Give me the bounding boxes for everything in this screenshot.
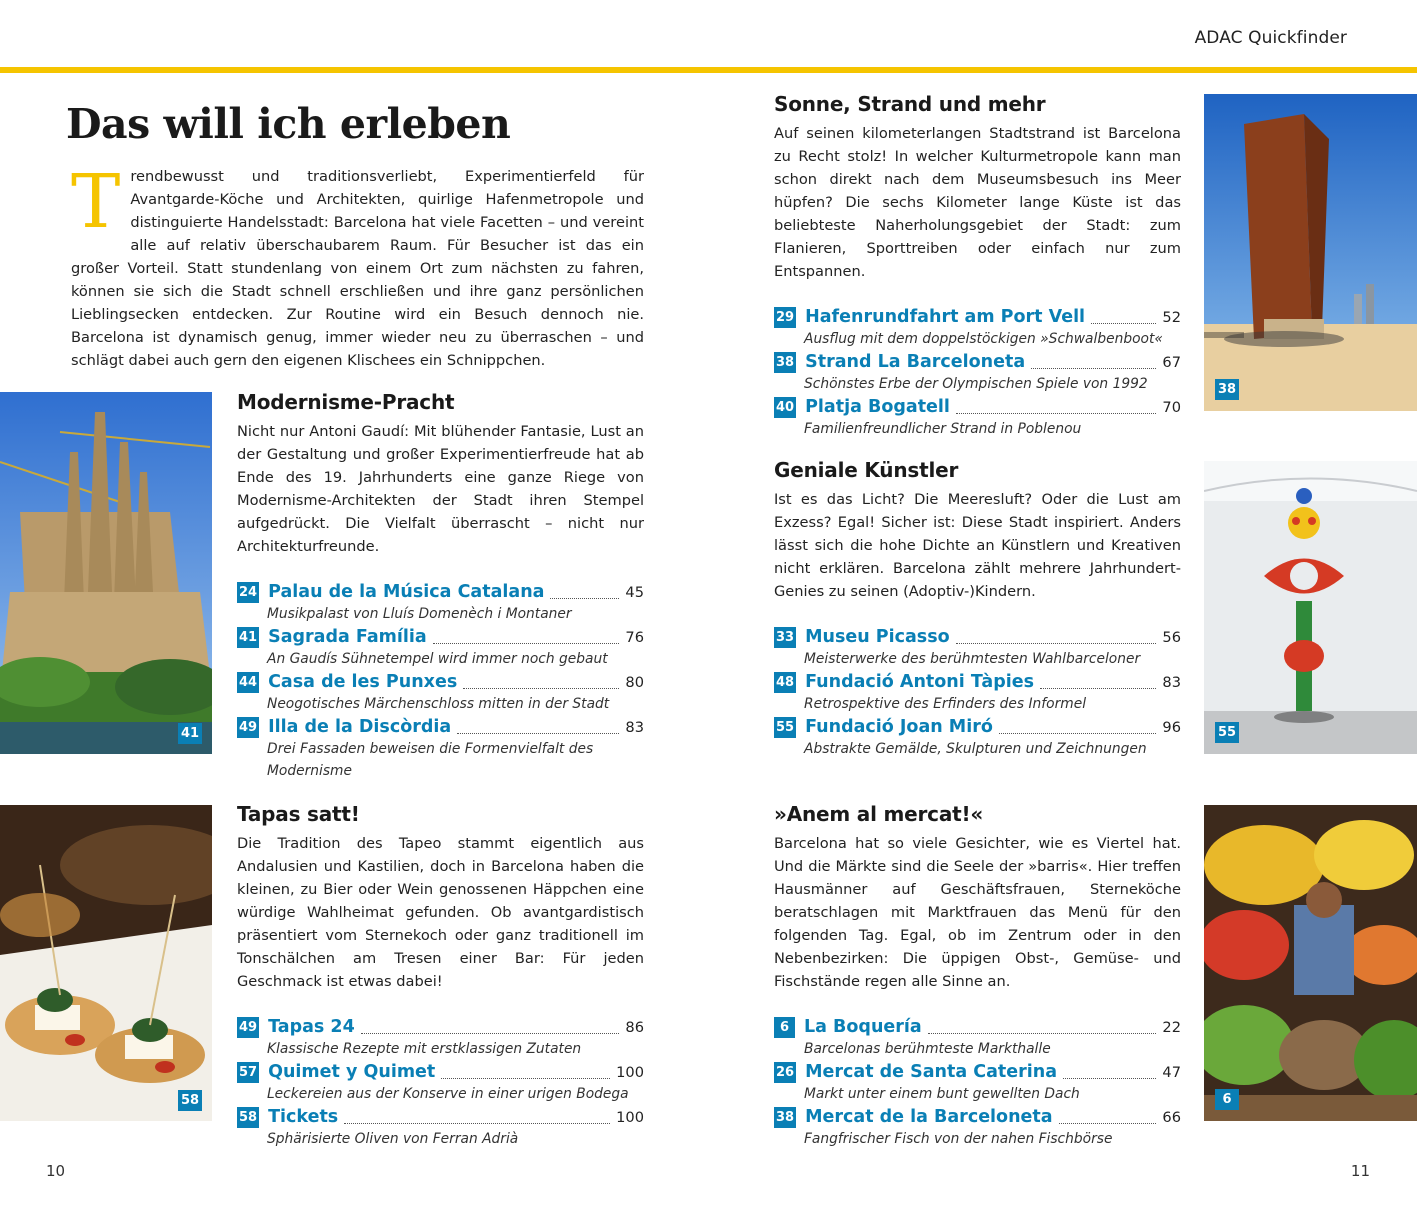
- market-stall-photo: [1204, 805, 1417, 1121]
- dot-leader: [1091, 310, 1156, 324]
- entry-title-link[interactable]: Mercat de Santa Caterina: [805, 1062, 1058, 1082]
- entry-number-badge: 26: [774, 1062, 796, 1083]
- section-mercat: [774, 802, 1181, 1150]
- entry-row: [774, 670, 1181, 694]
- dot-leader: [1059, 1110, 1157, 1124]
- entry-row: [774, 1105, 1181, 1129]
- entry-number-badge: 55: [774, 717, 796, 738]
- entry-page-number: 45: [625, 583, 644, 601]
- entry-subtitle: Sphärisierte Oliven von Ferran Adrià: [267, 1131, 519, 1147]
- entry-row: [237, 1105, 644, 1129]
- entry-row: [774, 625, 1181, 649]
- entry-number-badge: 40: [774, 397, 796, 418]
- tapas-photo: [0, 805, 212, 1121]
- entry-subtitle: Klassische Rezepte mit erstklassigen Zutaten: [267, 1041, 582, 1057]
- section-text: Nicht nur Antoni Gaudí: Mit blühender Fantasie, Lust an der Gestaltung und großer Experimentierfreude hat ab Ende des 19. Jahrhunderts eine ganze Riege von Modernisme-Architekten der Stadt ihren Stempel aufgedrückt. Die Vielfalt überrascht – nicht nur Architekturfreunde.: [237, 423, 644, 555]
- list-item[interactable]: [237, 715, 644, 782]
- photo-badge: 6: [1215, 1089, 1239, 1110]
- dot-leader: [457, 720, 619, 734]
- entry-page-number: 100: [616, 1108, 644, 1126]
- list-item[interactable]: [237, 1105, 644, 1150]
- entry-number-badge: 58: [237, 1107, 259, 1128]
- entry-subtitle: Musikpalast von Lluís Domenèch i Montaner: [267, 606, 572, 622]
- entry-title-link[interactable]: Strand La Barceloneta: [805, 352, 1026, 372]
- entry-title-link[interactable]: Hafenrundfahrt am Port Vell: [805, 307, 1086, 327]
- entry-number-badge: 44: [237, 672, 259, 693]
- entry-title-link[interactable]: Quimet y Quimet: [268, 1062, 436, 1082]
- entry-row: [774, 1015, 1181, 1039]
- intro-paragraph: [71, 159, 644, 372]
- page-number-right: 11: [1350, 1162, 1370, 1180]
- dot-leader: [1031, 355, 1156, 369]
- list-item[interactable]: [237, 1060, 644, 1105]
- list-item[interactable]: [237, 625, 644, 670]
- entry-number-badge: 38: [774, 352, 796, 373]
- photo-badge: 58: [178, 1090, 202, 1111]
- entry-page-number: 22: [1162, 1018, 1181, 1036]
- section-title: »Anem al mercat!«: [774, 802, 984, 826]
- dot-leader: [956, 630, 1157, 644]
- entry-subtitle: Neogotisches Märchenschloss mitten in der Stadt: [267, 696, 610, 712]
- dot-leader: [344, 1110, 610, 1124]
- entry-page-number: 100: [616, 1063, 644, 1081]
- entry-number-badge: 38: [774, 1107, 796, 1128]
- dot-leader: [361, 1020, 620, 1034]
- entry-title-link[interactable]: Sagrada Família: [268, 627, 427, 647]
- entry-page-number: 83: [1162, 673, 1181, 691]
- list-item[interactable]: [774, 1015, 1181, 1060]
- entry-list: [237, 1015, 644, 1150]
- entry-title-link[interactable]: Fundació Antoni Tàpies: [805, 672, 1035, 692]
- entry-title-link[interactable]: La Boquería: [804, 1017, 922, 1037]
- entry-number-badge: 6: [774, 1017, 795, 1038]
- section-modernisme: [237, 390, 644, 782]
- entry-page-number: 66: [1162, 1108, 1181, 1126]
- photo-badge: 41: [178, 723, 202, 744]
- entry-row: [237, 715, 644, 739]
- list-item[interactable]: [774, 395, 1181, 440]
- dot-leader: [550, 585, 619, 599]
- dot-leader: [1040, 675, 1156, 689]
- list-item[interactable]: [237, 670, 644, 715]
- dot-leader: [463, 675, 619, 689]
- entry-row: [237, 625, 644, 649]
- entry-title-link[interactable]: Tapas 24: [268, 1017, 355, 1037]
- entry-page-number: 67: [1162, 353, 1181, 371]
- list-item[interactable]: [774, 305, 1181, 350]
- entry-subtitle: Barcelonas berühmteste Markthalle: [804, 1041, 1051, 1057]
- entry-subtitle: Schönstes Erbe der Olympischen Spiele von 1992: [804, 376, 1148, 392]
- list-item[interactable]: [237, 580, 644, 625]
- entry-page-number: 56: [1162, 628, 1181, 646]
- entry-list: [774, 625, 1181, 760]
- entry-number-badge: 49: [237, 1017, 259, 1038]
- section-title: Modernisme-Pracht: [237, 390, 455, 414]
- entry-page-number: 86: [625, 1018, 644, 1036]
- entry-subtitle: Leckereien aus der Konserve in einer urigen Bodega: [267, 1086, 629, 1102]
- section-text: Die Tradition des Tapeo stammt eigentlich aus Andalusien und Kastilien, doch in Barcelona haben die kleinen, zu Bier oder Wein genossenen Häppchen eine würdige Wahlheimat gefunden. Ob avantgardistisch präsentiert vom Sternekoch oder ganz traditionell im Tonschälchen am Tresen einer Bar: Für jeden Geschmack ist etwas dabei!: [237, 835, 644, 990]
- entry-number-badge: 24: [237, 582, 259, 603]
- section-text: Auf seinen kilometerlangen Stadtstrand ist Barcelona zu Recht stolz! In welcher Kulturmetropole kann man schon direkt nach dem Museumsbesuch ins Meer hüpfen? Die sechs Kilometer lange Küste ist das beliebteste Naherholungsgebiet der Stadt: zum Flanieren, Sporttreiben oder einfach nur zum Entspannen.: [774, 125, 1181, 280]
- photo-badge: 55: [1215, 722, 1239, 743]
- section-kuenstler: [774, 458, 1181, 760]
- entry-title-link[interactable]: Palau de la Música Catalana: [268, 582, 545, 602]
- entry-row: [237, 1060, 644, 1084]
- list-item[interactable]: [774, 1105, 1181, 1150]
- list-item[interactable]: [774, 1060, 1181, 1105]
- section-title: Sonne, Strand und mehr: [774, 92, 1046, 116]
- entry-page-number: 70: [1162, 398, 1181, 416]
- dot-leader: [956, 400, 1157, 414]
- entry-subtitle: Meisterwerke des berühmtesten Wahlbarceloner: [804, 651, 1141, 667]
- entry-subtitle: Markt unter einem bunt gewellten Dach: [804, 1086, 1080, 1102]
- section-text: Barcelona hat so viele Gesichter, wie es Viertel hat. Und die Märkte sind die Seele der »barris«. Hier treffen Hausmänner auf Geschäftsfrauen, Sterneköche beratschlagen mit Marktfrauen das Menü für den folgenden Tag. Egal, ob im Zentrum oder in den Nebenbezirken: Die üppigen Obst-, Gemüse- und Fischstände regen alle Sinne an.: [774, 835, 1181, 990]
- section-tapas: [237, 802, 644, 1150]
- entry-page-number: 96: [1162, 718, 1181, 736]
- entry-number-badge: 29: [774, 307, 796, 328]
- entry-subtitle: Retrospektive des Erfinders des Informel: [804, 696, 1087, 712]
- miro-sculpture-photo: [1204, 461, 1417, 754]
- page-number-left: 10: [46, 1162, 66, 1180]
- entry-list: [774, 1015, 1181, 1150]
- beach-sculpture-photo: [1204, 94, 1417, 411]
- section-strand: [774, 92, 1181, 440]
- entry-subtitle: Abstrakte Gemälde, Skulpturen und Zeichnungen: [804, 741, 1147, 757]
- entry-page-number: 83: [625, 718, 644, 736]
- dot-leader: [1063, 1065, 1156, 1079]
- entry-page-number: 52: [1162, 308, 1181, 326]
- header-rule: [0, 67, 1417, 73]
- entry-number-badge: 48: [774, 672, 796, 693]
- entry-row: [774, 305, 1181, 329]
- dropcap: T: [71, 159, 121, 245]
- list-item[interactable]: [774, 715, 1181, 760]
- dot-leader: [433, 630, 620, 644]
- entry-list: [774, 305, 1181, 440]
- photo-badge: 38: [1215, 379, 1239, 400]
- entry-page-number: 76: [625, 628, 644, 646]
- entry-number-badge: 49: [237, 717, 259, 738]
- entry-subtitle: An Gaudís Sühnetempel wird immer noch gebaut: [267, 651, 608, 667]
- entry-subtitle: Drei Fassaden beweisen die Formenvielfalt des Modernisme: [267, 741, 594, 779]
- section-text: Ist es das Licht? Die Meeresluft? Oder die Lust am Exzess? Egal! Sicher ist: Diese Stadt inspiriert. Anders lässt sich die hohe Dichte an Künstlern und Kreativen nicht erklären. Barcelona zählt mehrere Jahrhundert-Genies zu seinen (Adoptiv-)Kindern.: [774, 491, 1181, 600]
- entry-title-link[interactable]: Illa de la Discòrdia: [268, 717, 452, 737]
- dot-leader: [441, 1065, 610, 1079]
- entry-page-number: 47: [1162, 1063, 1181, 1081]
- entry-subtitle: Familienfreundlicher Strand in Poblenou: [804, 421, 1082, 437]
- dot-leader: [928, 1020, 1157, 1034]
- entry-title-link[interactable]: Platja Bogatell: [805, 397, 950, 417]
- entry-row: [774, 715, 1181, 739]
- page-header: [0, 0, 1417, 68]
- list-item[interactable]: [774, 670, 1181, 715]
- entry-number-badge: 33: [774, 627, 796, 648]
- entry-title-link[interactable]: Tickets: [268, 1107, 339, 1127]
- entry-row: [774, 395, 1181, 419]
- dot-leader: [999, 720, 1157, 734]
- entry-page-number: 80: [625, 673, 644, 691]
- entry-number-badge: 57: [237, 1062, 259, 1083]
- entry-subtitle: Fangfrischer Fisch von der nahen Fischbörse: [804, 1131, 1113, 1147]
- list-item[interactable]: [774, 625, 1181, 670]
- entry-title-link[interactable]: Museu Picasso: [805, 627, 950, 647]
- section-title: Tapas satt!: [237, 802, 360, 826]
- header-brand: ADAC Quickfinder: [1194, 28, 1347, 48]
- page-title: Das will ich erleben: [66, 100, 511, 148]
- entry-number-badge: 41: [237, 627, 259, 648]
- list-item[interactable]: [774, 350, 1181, 395]
- entry-list: [237, 580, 644, 782]
- section-title: Geniale Künstler: [774, 458, 959, 482]
- entry-row: [237, 1015, 644, 1039]
- list-item[interactable]: [237, 1015, 644, 1060]
- entry-row: [237, 580, 644, 604]
- entry-subtitle: Ausflug mit dem doppelstöckigen »Schwalbenboot«: [804, 331, 1163, 347]
- entry-title-link[interactable]: Fundació Joan Miró: [805, 717, 993, 737]
- entry-row: [774, 1060, 1181, 1084]
- entry-row: [774, 350, 1181, 374]
- entry-row: [237, 670, 644, 694]
- sagrada-familia-photo: [0, 392, 212, 754]
- entry-title-link[interactable]: Mercat de la Barceloneta: [805, 1107, 1053, 1127]
- entry-title-link[interactable]: Casa de les Punxes: [268, 672, 458, 692]
- intro-text: rendbewusst und traditionsverliebt, Experimentierfeld für Avantgarde-Köche und Architekten, quirlige Hafenmetropole und distinguierte Handelsstadt: Barcelona hat viele Facetten – und vereint alle auf relativ überschaubarem Raum. Für Besucher ist das ein großer Vorteil. Statt stundenlang von einem Ort zum nächsten zu fahren, können sie sich die Stadt schnell erschließen und ihre ganz persönlichen Lieblingsecken entdecken. Zur Routine wird ein Besuch dennoch nie. Barcelona ist dynamisch genug, immer wieder neu zu überraschen – und schlägt dabei auch gern den eigenen Klischees ein Schnippchen.: [71, 168, 644, 369]
